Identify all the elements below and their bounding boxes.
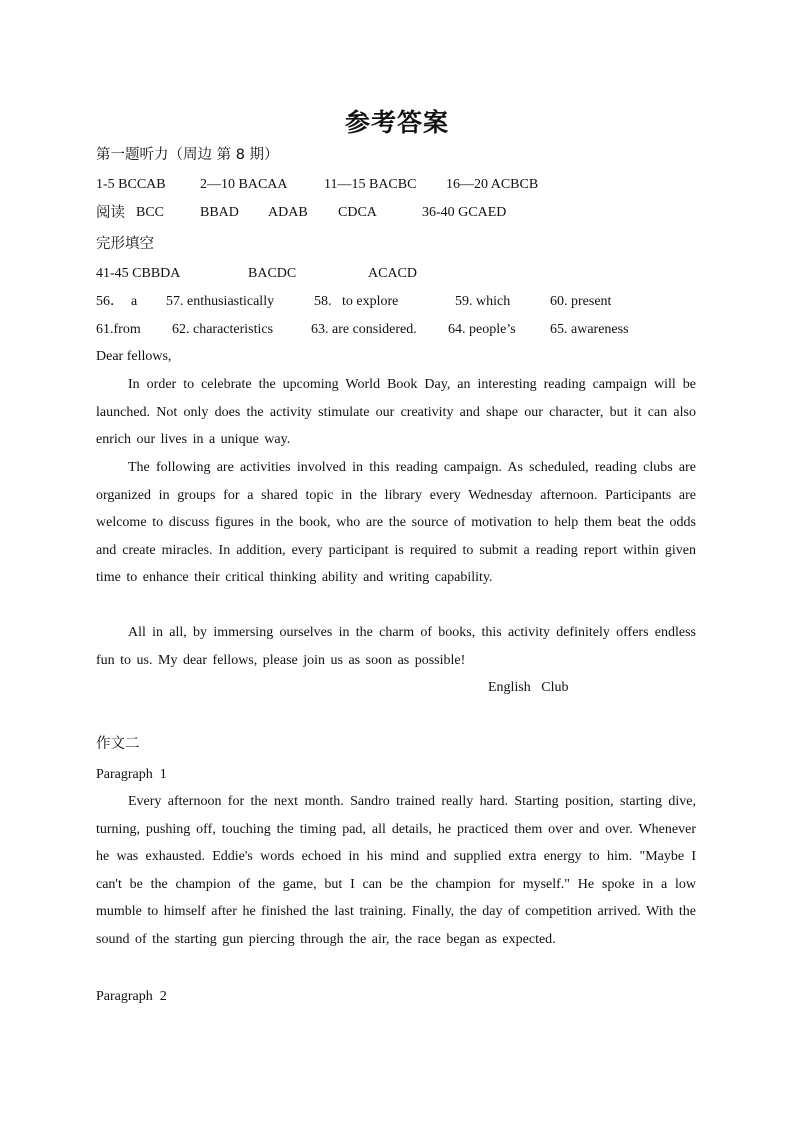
essay2-paragraph-1: Every afternoon for the next month. Sandro trained really hard. Starting position, starting dive, turning, pushing off, touching the timing pad, all details, he practiced them over and over. Whenever he was exhausted. Eddie's words echoed in his mind and supplied extra energy to him. "Maybe I can't be the champion of the game, but I can be the champion for myself." He spoke in a low mumble to himself after he finished the last training. Finally, the day of competition arrived. With the sound of the starting gun piercing through the air, the race began as expected.: [96, 794, 696, 947]
grammar-answer: 65. awareness: [550, 322, 629, 337]
page-title: 参考答案: [344, 108, 449, 137]
cloze-answer-group: ACACD: [368, 266, 418, 281]
listening-answer-group: 11—15 BACBC: [324, 177, 417, 192]
grammar-answer: 56． a: [96, 294, 138, 309]
grammar-answer: 59. which: [455, 294, 511, 309]
reading-answer-group: CDCA: [338, 205, 377, 220]
letter-greeting: Dear fellows,: [96, 349, 172, 364]
listening-answer-group: 2—10 BACAA: [200, 177, 288, 192]
listening-answer-group: 1-5 BCCAB: [96, 177, 166, 192]
listening-answer-group: 16—20 ACBCB: [446, 177, 539, 192]
grammar-answer: 57. enthusiastically: [166, 294, 275, 309]
reading-answer-group: 36-40 GCAED: [422, 205, 507, 220]
cloze-answer-group: 41-45 CBBDA: [96, 266, 181, 281]
letter-paragraph-2: The following are activities involved in this reading campaign. As scheduled, reading clubs are organized in groups for a shared topic in the library every Wednesday afternoon. Participants are welcome to discuss figures in the book, who are the source of motivation to help them beat the odds and create miracles. In addition, every participant is required to submit a reading report within given time to enhance their critical thinking ability and writing capability.: [96, 460, 696, 586]
grammar-answer: 60. present: [550, 294, 612, 309]
reading-label: 阅读: [96, 205, 125, 221]
grammar-answer: 62. characteristics: [172, 322, 274, 337]
grammar-answer: 63. are considered.: [311, 322, 417, 337]
paragraph-1-label: Paragraph 1: [96, 767, 167, 782]
paragraph-2-label: Paragraph 2: [96, 989, 167, 1004]
cloze-heading: 完形填空: [96, 236, 154, 252]
essay2-heading: 作文二: [96, 736, 140, 752]
reading-answer-group: BBAD: [200, 205, 239, 220]
reading-answer-group: ADAB: [268, 205, 308, 220]
reading-answer-group: BCC: [136, 205, 165, 220]
grammar-answer: 58. to explore: [314, 294, 399, 309]
listening-heading: 第一题听力（周边 第 8 期）: [96, 147, 279, 163]
letter-paragraph-1: In order to celebrate the upcoming World Book Day, an interesting reading campaign will be launched. Not only does the activity stimulate our creativity and shape our character, but it can also enrich our lives in a unique way.: [96, 377, 696, 448]
grammar-answer: 64. people’s: [448, 322, 516, 337]
letter-paragraph-3: All in all, by immersing ourselves in the charm of books, this activity definitely offers endless fun to us. My dear fellows, please join us as soon as possible!: [96, 625, 696, 668]
letter-signature: English Club: [488, 680, 569, 695]
cloze-answer-group: BACDC: [248, 266, 297, 281]
grammar-answer: 61.from: [96, 322, 141, 337]
